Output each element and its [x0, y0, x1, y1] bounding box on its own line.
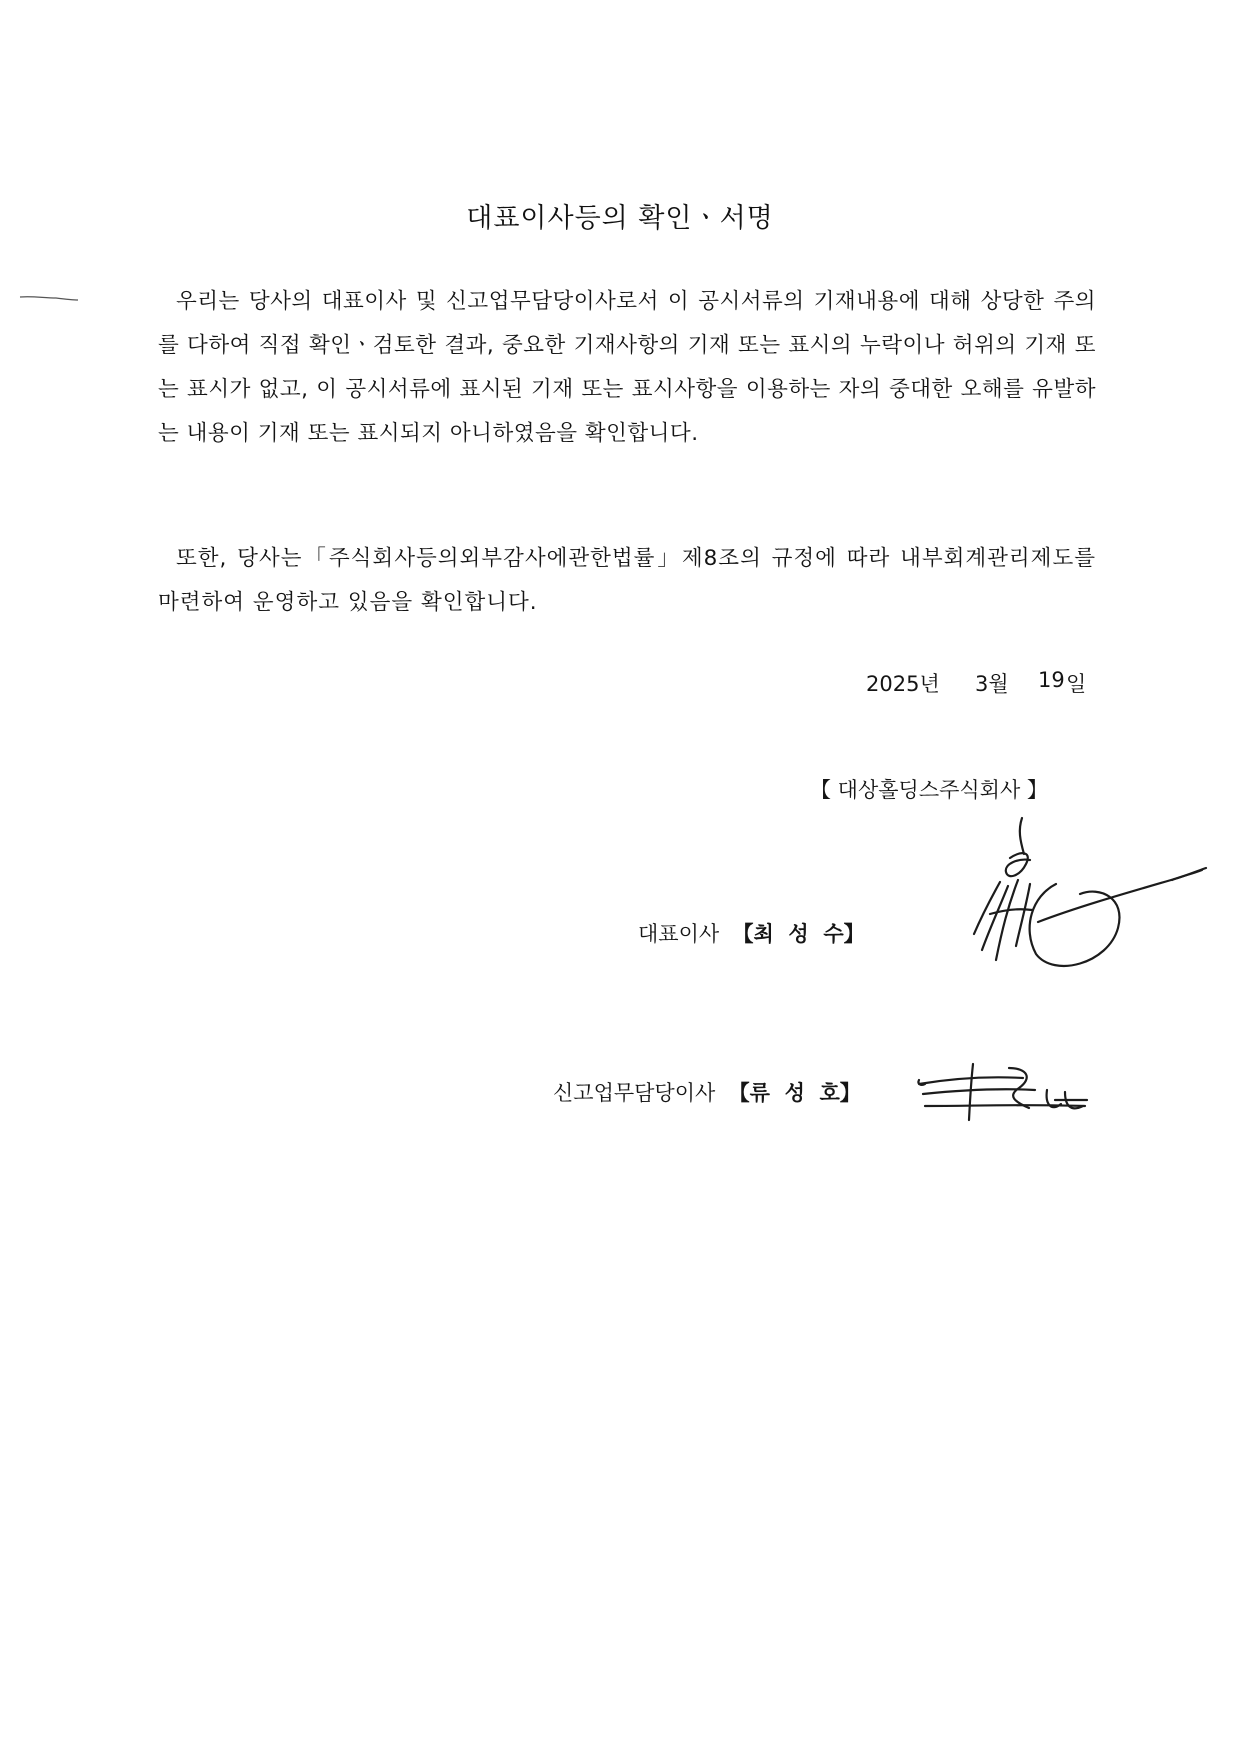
internal-control-paragraph	[158, 537, 1096, 625]
disclosure-officer-signatory	[553, 1077, 861, 1107]
scan-margin-mark	[18, 293, 80, 303]
company-name: 【 대상홀딩스주식회사 】	[810, 778, 1048, 802]
officer-name: 【류 성 호】	[728, 1081, 861, 1105]
date-day-handwritten: 19	[1038, 668, 1065, 692]
ceo-role: 대표이사	[638, 922, 720, 946]
date-year: 2025년	[866, 672, 940, 696]
officer-signature	[915, 1060, 1115, 1140]
officer-role: 신고업무담당이사	[553, 1081, 716, 1105]
date-month: 3월	[975, 672, 1009, 696]
date-day-suffix: 일	[1066, 672, 1087, 696]
confirmation-text: 우리는 당사의 대표이사 및 신고업무담당이사로서 이 공시서류의 기재내용에 대해 상당한 주의를 다하여 직접 확인ㆍ검토한 결과, 중요한 기재사항의 기재 또는 표시의 누락이나 허위의 기재 또는 표시가 없고, 이 공시서류에 표시된 기재 또는 표시사항을 이용하는 자의 중대한 오해를 유발하는 내용이 기재 또는 표시되지 아니하였음을 확인합니다.	[158, 289, 1096, 446]
confirmation-paragraph	[158, 280, 1096, 456]
ceo-name: 【최 성 수】	[732, 922, 865, 946]
internal-control-text: 또한, 당사는「주식회사등의외부감사에관한법률」제8조의 규정에 따라 내부회계관리제도를 마련하여 운영하고 있음을 확인합니다.	[158, 546, 1096, 615]
ceo-signature	[960, 810, 1210, 980]
ceo-signatory	[638, 918, 865, 948]
document-title: 대표이사등의 확인ㆍ서명	[466, 203, 774, 234]
